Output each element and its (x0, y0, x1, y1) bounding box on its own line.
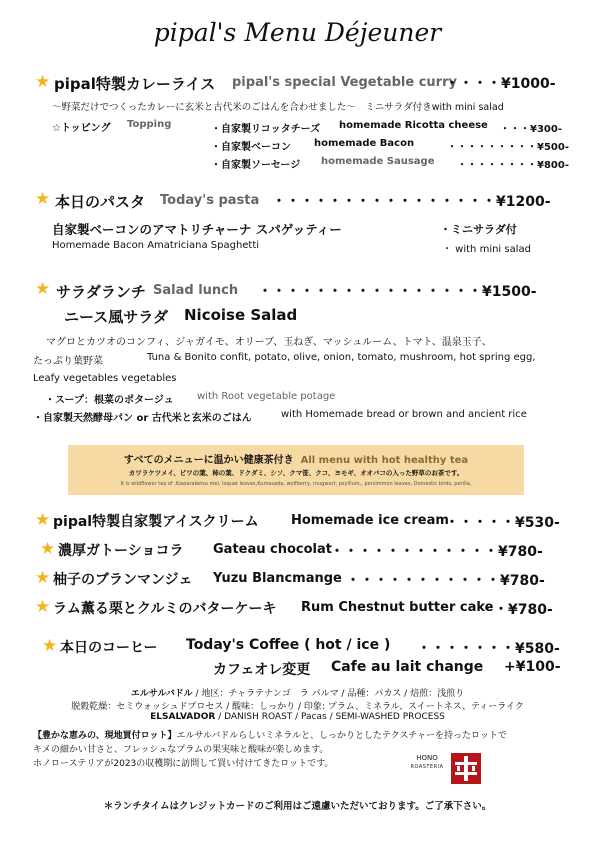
pasta-dish-jp: 自家製ベーコンのアマトリチャーナ スパゲッティー (52, 222, 342, 237)
topping-3-price: ・・・・・・・・¥800- (457, 160, 569, 171)
pasta-dish-en: Homemade Bacon Amatriciana Spaghetti (52, 240, 260, 251)
topping-2-jp: ・自家製ベーコン (211, 142, 291, 153)
logo-text-roasteria: ROASTERIA (410, 764, 444, 770)
coffee-info-country: エルサルバドル (130, 689, 193, 699)
topping-label-jp: ☆トッピング (52, 123, 111, 134)
salad-ingredients-2-en: Tuna & Bonito confit, potato, olive, onion, tomato, mushroom, hot spring egg, (147, 352, 536, 363)
curry-price: ・・・・¥1000- (445, 76, 556, 92)
curry-description: 〜野菜だけでつくったカレーに玄米と古代米のごはんを合わせました〜 ミニサラダ付きwith mini salad (52, 102, 504, 113)
star-icon: ★ (35, 189, 51, 209)
topping-label-en: Topping (127, 119, 172, 130)
dessert-1-jp: pipal特製自家製アイスクリーム (53, 514, 259, 530)
curry-name-jp: pipal特製カレーライス (54, 75, 216, 93)
banner-sub-en: It is wildflower tea of ,Kawaraketsu mei, loquat leaves,Kumasada, wolfberry, mugwort, psyllium,, persimmon leaves, Domestic birds, perilla, (120, 481, 472, 487)
coffee-price: ・・・・・・・¥580- (417, 641, 560, 657)
star-icon: ★ (40, 539, 56, 559)
topping-1-en: homemade Ricotta cheese (339, 120, 488, 131)
logo-text-hono: HONO (416, 754, 438, 762)
salad-ingredients-1: マグロとカツオのコンフィ、ジャガイモ、オリーブ、玉ねぎ、マッシュルーム、トマト、温泉玉子、 (46, 337, 492, 348)
star-icon: ★ (42, 636, 58, 656)
banner-main-jp: すべてのメニューに温かい健康茶付き (123, 455, 294, 466)
coffee-info-origin: ELSALVADOR (150, 712, 216, 722)
coffee-description-headline: 【豊かな恵みの、現地買付ロット】 (33, 731, 177, 741)
coffee-info-3 (0, 712, 595, 722)
dessert-2-price: ・・・・・・・・・・・・¥780- (330, 544, 543, 560)
coffee-description-2: キメの細かい甘さと、フレッシュなプラムの果実味と酸味が楽しめます。 (33, 745, 329, 755)
hono-roasteria-logo-mark (451, 753, 481, 784)
cafe-au-lait-price: +¥100- (504, 659, 561, 675)
dessert-1-en: Homemade ice cream (291, 513, 449, 528)
star-icon: ★ (35, 568, 51, 588)
cafe-au-lait-en: Cafe au lait change (331, 659, 484, 675)
topping-3-en: homemade Sausage (321, 156, 435, 167)
banner-main-en: All menu with hot healthy tea (300, 455, 469, 466)
star-icon: ★ (35, 597, 51, 617)
salad-price: ・・・・・・・・・・・・・・・・¥1500- (258, 284, 537, 300)
salad-dish-jp: ニース風サラダ (64, 308, 169, 326)
salad-bread-en: with Homemade bread or brown and ancient rice (281, 409, 527, 420)
coffee-description-1 (33, 728, 507, 741)
dessert-3-jp: 柚子のブランマンジェ (53, 572, 193, 588)
dessert-2-jp: 濃厚ガトーショコラ (58, 543, 184, 559)
coffee-info-process: / DANISH ROAST / Pacas / SEMI-WASHED PROCESS (215, 712, 445, 722)
coffee-info-2: 脱穀乾燥：セミウォッシュドプロセス / 酸味：しっかり / 印象: プラム、ミネラル、スイートネス、ティーライク (71, 702, 524, 712)
dessert-3-price: ・・・・・・・・・・・¥780- (346, 573, 545, 589)
dessert-1-price: ・・・・・¥530- (445, 515, 560, 531)
healthy-tea-banner (68, 445, 524, 495)
banner-main (68, 451, 524, 466)
curry-name-en: pipal's special Vegetable curry (232, 75, 457, 90)
dessert-4-jp: ラム薫る栗とクルミのバターケーキ (53, 601, 277, 617)
salad-ingredients-3: Leafy vegetables vegetables (33, 373, 177, 384)
cafe-au-lait-jp: カフェオレ変更 (213, 662, 311, 678)
salad-soup-en: with Root vegetable potage (197, 391, 336, 402)
coffee-description-text: エルサルバドルらしいミネラルと、しっかりとしたテクスチャーを持ったロットで (176, 731, 507, 741)
dessert-3-en: Yuzu Blancmange (213, 571, 342, 586)
dessert-4-price: ・・¥780- (480, 602, 553, 618)
topping-2-en: homemade Bacon (314, 138, 415, 149)
topping-2-price: ・・・・・・・・・¥500- (447, 142, 569, 153)
coffee-name-jp: 本日のコーヒー (60, 640, 158, 656)
topping-1-price: ・・・¥300- (500, 124, 562, 135)
star-icon: ★ (35, 72, 51, 92)
dessert-4-en: Rum Chestnut butter cake (301, 600, 494, 615)
menu-title: pipal's Menu Déjeuner (153, 18, 442, 47)
banner-sub-jp: カワラケツメイ、ビワの葉、柿の葉、ドクダミ、シソ、クマ笹、クコ、ヨモギ、オオバコの入った野草のお茶です。 (128, 469, 464, 477)
pasta-name-jp: 本日のパスタ (55, 193, 146, 211)
pasta-salad-en: ・ with mini salad (442, 244, 531, 255)
dessert-2-en: Gateau chocolat (213, 542, 332, 557)
salad-name-en: Salad lunch (153, 283, 239, 298)
topping-1-jp: ・自家製リコッタチーズ (211, 124, 321, 135)
salad-ingredients-2-jp: たっぷり葉野菜 (33, 356, 103, 367)
coffee-name-en: Today's Coffee ( hot / ice ) (186, 637, 391, 653)
pasta-price: ・・・・・・・・・・・・・・・・¥1200- (272, 194, 551, 210)
salad-soup-jp: ・スープ：根菜のポタージュ (45, 395, 174, 406)
coffee-info-1 (0, 686, 595, 699)
footer-note: ＊ランチタイムはクレジットカードのご利用はご遠慮いただいております。ご了承下さい。 (103, 801, 492, 812)
salad-dish-en: Nicoise Salad (184, 306, 298, 324)
pasta-name-en: Today's pasta (160, 193, 260, 208)
salad-name-jp: サラダランチ (56, 283, 146, 301)
topping-3-jp: ・自家製ソーセージ (211, 160, 301, 171)
coffee-description-3: ホノローステリアが2023の収穫期に訪問して買い付けてきたロットです。 (33, 759, 334, 769)
salad-bread-jp: ・自家製天然酵母パン or 古代米と玄米のごはん (33, 413, 252, 424)
coffee-info-details: / 地区：チャラテナンゴ ラ パルマ / 品種：パカス / 焙煎：浅煎り (192, 689, 465, 699)
pasta-salad-jp: ・ミニサラダ付 (440, 223, 517, 236)
star-icon: ★ (35, 510, 51, 530)
star-icon: ★ (35, 279, 51, 299)
